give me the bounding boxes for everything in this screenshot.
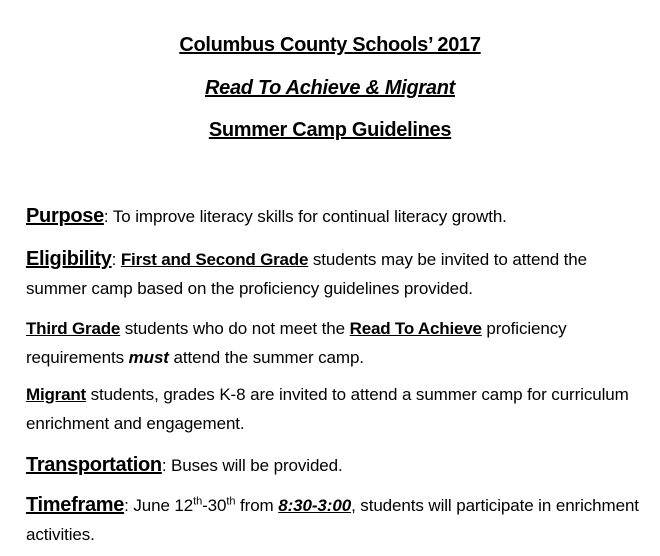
purpose-text: : To improve literacy skills for continual literacy growth. <box>103 207 507 226</box>
transportation-heading: Transportation <box>26 454 162 476</box>
purpose-paragraph <box>26 202 651 231</box>
title-line-3: Summer Camp Guidelines <box>208 119 452 141</box>
eligibility-grades: First and Second Grade <box>120 250 309 269</box>
third-grade-text-3: attend the summer camp. <box>168 348 364 367</box>
camp-hours: 8:30-3:00 <box>278 496 352 515</box>
migrant-lead: Migrant <box>26 385 86 404</box>
purpose-heading: Purpose <box>26 205 104 227</box>
timeframe-sup-1: th <box>193 495 203 508</box>
third-grade-paragraph <box>26 314 651 372</box>
third-grade-text-1: students who do not meet the <box>120 319 350 338</box>
read-to-achieve-program: Read To Achieve <box>349 319 482 338</box>
migrant-text: students, grades K-8 are invited to attend a summer camp for curriculum enrichment and engagement. <box>26 385 629 433</box>
timeframe-sup-2: th <box>226 495 236 508</box>
eligibility-paragraph <box>26 245 651 303</box>
eligibility-text: students may be invited to attend the summer camp based on the proficiency guidelines provided. <box>26 250 588 298</box>
timeframe-paragraph <box>26 491 651 549</box>
eligibility-separator: : <box>111 250 121 269</box>
title-line-2: Read To Achieve & Migrant <box>205 77 455 99</box>
must-emphasis: must <box>128 348 169 367</box>
transportation-paragraph <box>26 451 651 480</box>
timeframe-text-1: : June 12 <box>124 496 194 515</box>
timeframe-text-4: , students will participate in enrichment activities. <box>26 496 639 544</box>
title-line-1: Columbus County Schools’ 2017 <box>179 34 481 56</box>
migrant-paragraph <box>26 380 651 438</box>
timeframe-heading: Timeframe <box>26 494 125 516</box>
timeframe-text-2: -30 <box>202 496 227 515</box>
timeframe-text-3: from <box>235 496 279 515</box>
eligibility-heading: Eligibility <box>26 248 112 270</box>
third-grade-text-2: proficiency requirements <box>26 319 567 367</box>
transportation-text: : Buses will be provided. <box>161 456 343 475</box>
third-grade-lead: Third Grade <box>26 319 121 338</box>
